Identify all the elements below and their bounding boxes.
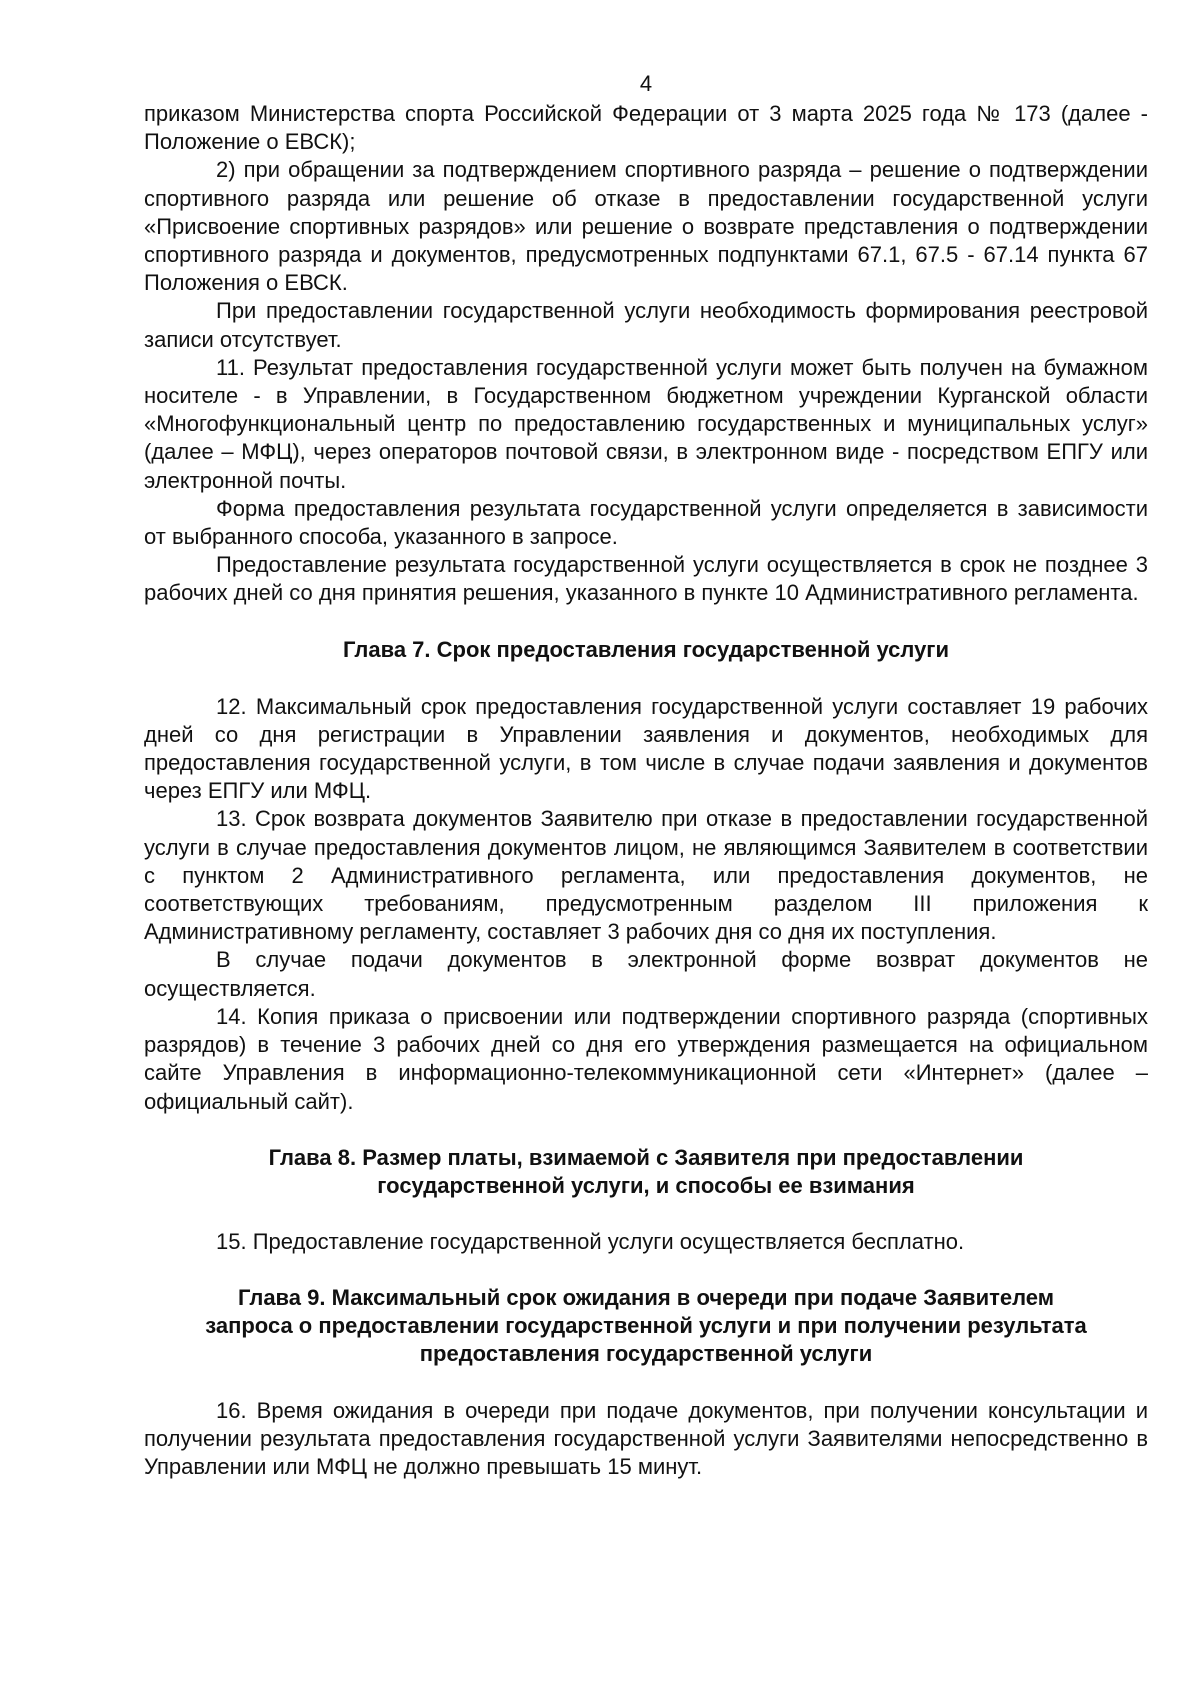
chapter-9-heading-line-2: запроса о предоставлении государственной услуги и при получении результата: [205, 1312, 1087, 1338]
paragraph-item-13: 13. Срок возврата документов Заявителю при отказе в предоставлении государственной услуги в случае предоставления документов лицом, не являющимся Заявителем в соответствии с пунктом 2 Административного регламента, или предоставления документов, не соответствующих требованиям, предусмотренным разделом III приложения к Административному регламенту, составляет 3 рабочих дня со дня их поступления.: [144, 806, 1148, 945]
paragraph-item-2: 2) при обращении за подтверждением спортивного разряда – решение о подтверждении спортивного разряда или решение об отказе в предоставлении государственной услуги «Присвоение спортивных разрядов» или решение о возврате представления о подтверждении спортивного разряда и документов, предусмотренных подпунктами 67.1, 67.5 - 67.14 пункта 67 Положения о ЕВСК.: [144, 157, 1148, 296]
document-page: [144, 70, 1148, 1482]
paragraph-result-deadline: Предоставление результата государственной услуги осуществляется в срок не позднее 3 рабочих дней со дня принятия решения, указанного в пункте 10 Административного регламента.: [144, 552, 1148, 606]
paragraph-order-reference: приказом Министерства спорта Российской Федерации от 3 марта 2025 года № 173 (далее - Положение о ЕВСК);: [144, 101, 1148, 155]
paragraph-item-15: 15. Предоставление государственной услуги осуществляется бесплатно.: [216, 1228, 965, 1254]
chapter-9-heading-line-1: Глава 9. Максимальный срок ожидания в очереди при подаче Заявителем: [237, 1284, 1055, 1310]
paragraph-item-11: 11. Результат предоставления государственной услуги может быть получен на бумажном носителе - в Управлении, в Государственном бюджетном учреждении Курганской области «Многофункциональный центр по предоставлению государственных и муниципальных услуг» (далее – МФЦ), через операторов почтовой связи, в электронном виде - посредством ЕПГУ или электронной почты.: [144, 354, 1148, 493]
paragraph-item-14: 14. Копия приказа о присвоении или подтверждении спортивного разряда (спортивных разрядов) в течение 3 рабочих дней со дня его утверждения размещается на официальном сайте Управления в информационно-телекоммуникационной сети «Интернет» (далее – официальный сайт).: [144, 1003, 1148, 1114]
paragraph-item-16: 16. Время ожидания в очереди при подаче документов, при получении консультации и получении результата предоставления государственной услуги Заявителями непосредственно в Управлении или МФЦ не должно превышать 15 минут.: [144, 1397, 1148, 1480]
paragraph-item-12: 12. Максимальный срок предоставления государственной услуги составляет 19 рабочих дней со дня регистрации в Управлении заявления и документов, необходимых для предоставления государственной услуги, в том числе в случае подачи заявления и документов через ЕПГУ или МФЦ.: [144, 693, 1148, 804]
chapter-8-heading-line-2: государственной услуги, и способы ее взимания: [377, 1172, 915, 1198]
paragraph-registry-record: При предоставлении государственной услуги необходимость формирования реестровой записи отсутствует.: [144, 298, 1148, 352]
chapter-8-heading: [144, 1144, 1148, 1200]
paragraph-result-form: Форма предоставления результата государственной услуги определяется в зависимости от выбранного способа, указанного в запросе.: [144, 495, 1148, 550]
chapter-9-heading-line-3: предоставления государственной услуги: [419, 1340, 873, 1366]
chapter-7-heading: Глава 7. Срок предоставления государственной услуги: [343, 636, 949, 662]
chapter-9-heading: [144, 1284, 1148, 1368]
paragraph-electronic-return: В случае подачи документов в электронной форме возврат документов не осуществляется.: [144, 947, 1148, 1001]
page-number: 4: [639, 71, 653, 96]
chapter-8-heading-line-1: Глава 8. Размер платы, взимаемой с Заявителя при предоставлении: [268, 1144, 1024, 1170]
